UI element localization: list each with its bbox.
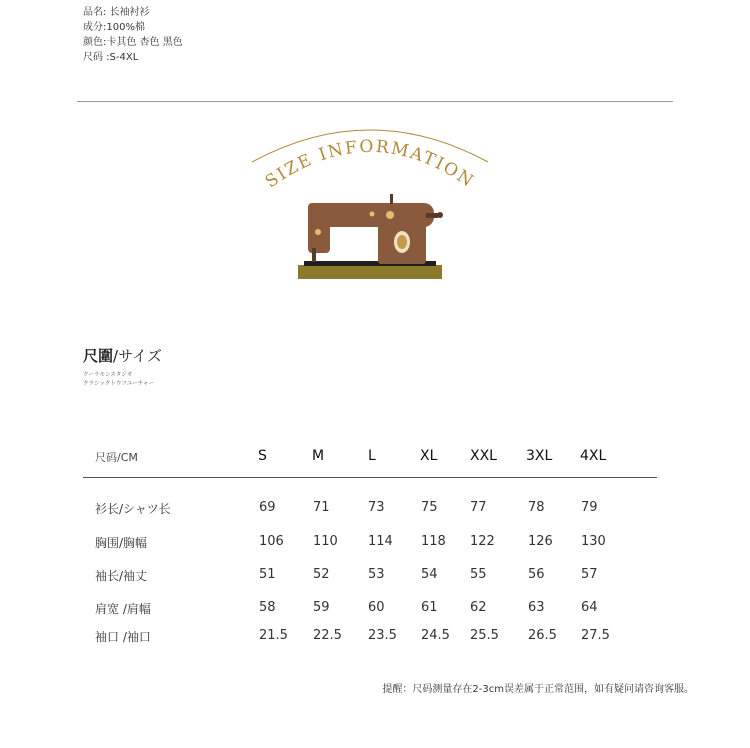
table-cell: 59 <box>313 600 330 615</box>
table-cell: 25.5 <box>470 628 499 643</box>
table-cell: 52 <box>313 567 330 582</box>
table-cell: 75 <box>421 500 438 515</box>
table-cell: 57 <box>581 567 598 582</box>
product-colors: 颜色:卡其色 杏色 黑色 <box>83 37 183 48</box>
table-cell: 24.5 <box>421 628 450 643</box>
table-header-divider <box>83 477 657 478</box>
table-cell: 71 <box>313 500 330 515</box>
table-cell: 79 <box>581 500 598 515</box>
row-label-sleeve: 袖长/袖丈 <box>95 569 148 583</box>
emblem-title: SIZE INFORMATION <box>261 136 479 193</box>
table-cell: 60 <box>368 600 385 615</box>
product-sizes: 尺码 :S-4XL <box>83 52 139 63</box>
row-label-cuff: 袖口 /袖口 <box>95 630 151 644</box>
table-header-label: 尺码/CM <box>95 451 138 464</box>
table-cell: 110 <box>313 534 338 549</box>
heading-subtitle-1: クーラモンスタジオ <box>83 372 133 378</box>
size-header-4xl: 4XL <box>580 448 607 464</box>
table-cell: 22.5 <box>313 628 342 643</box>
table-cell: 58 <box>259 600 276 615</box>
size-header-xl: XL <box>420 448 438 464</box>
table-cell: 64 <box>581 600 598 615</box>
table-cell: 54 <box>421 567 438 582</box>
row-label-chest: 胸围/胸幅 <box>95 536 148 550</box>
table-cell: 106 <box>259 534 284 549</box>
table-cell: 23.5 <box>368 628 397 643</box>
table-cell: 61 <box>421 600 438 615</box>
heading-title-rest: /サイズ <box>113 347 162 365</box>
size-header-s: S <box>258 448 267 464</box>
table-cell: 69 <box>259 500 276 515</box>
table-cell: 53 <box>368 567 385 582</box>
table-cell: 122 <box>470 534 495 549</box>
table-cell: 118 <box>421 534 446 549</box>
table-cell: 73 <box>368 500 385 515</box>
row-label-shoulder: 肩宽 /肩幅 <box>95 602 151 616</box>
table-cell: 56 <box>528 567 545 582</box>
table-cell: 77 <box>470 500 487 515</box>
product-name: 品名: 长袖衬衫 <box>83 7 150 18</box>
measurement-note: 提醒：尺码测量存在2-3cm误差属于正常范围，如有疑问请咨询客服。 <box>382 684 694 695</box>
table-cell: 21.5 <box>259 628 288 643</box>
table-cell: 130 <box>581 534 606 549</box>
size-header-3xl: 3XL <box>526 448 553 464</box>
table-cell: 26.5 <box>528 628 557 643</box>
table-cell: 78 <box>528 500 545 515</box>
table-cell: 114 <box>368 534 393 549</box>
table-cell: 62 <box>470 600 487 615</box>
size-header-m: M <box>312 448 325 464</box>
heading-subtitle-2: クラシックトウフユーチャー <box>83 381 154 387</box>
table-cell: 126 <box>528 534 553 549</box>
table-cell: 51 <box>259 567 276 582</box>
table-cell: 27.5 <box>581 628 610 643</box>
product-material: 成分:100%棉 <box>83 22 145 33</box>
size-header-l: L <box>368 448 376 464</box>
row-label-length: 衫长/シャツ长 <box>95 502 171 516</box>
table-cell: 63 <box>528 600 545 615</box>
heading-title-bold: 尺圍 <box>83 347 114 365</box>
size-header-xxl: XXL <box>470 448 497 464</box>
table-cell: 55 <box>470 567 487 582</box>
